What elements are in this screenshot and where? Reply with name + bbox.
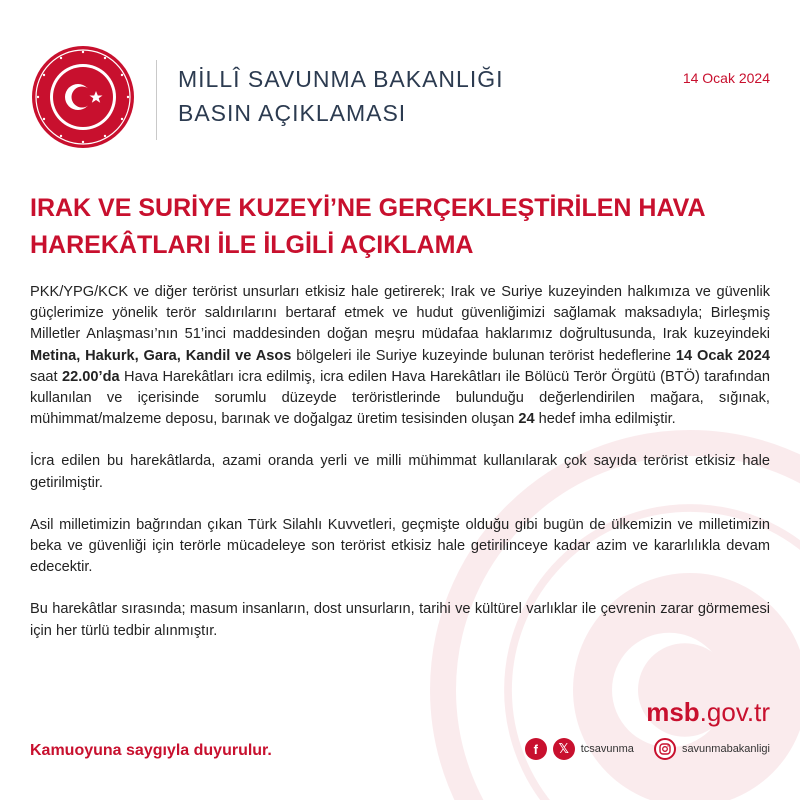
p1-bold-regions: Metina, Hakurk, Gara, Kandil ve Asos (30, 347, 292, 364)
p1-text-5: hedef imha edilmiştir. (534, 411, 676, 428)
instagram-handle[interactable]: savunmabakanligi (681, 743, 770, 755)
x-twitter-icon[interactable]: 𝕏 (553, 738, 575, 760)
ministry-name: MİLLÎ SAVUNMA BAKANLIĞI (178, 66, 504, 92)
p1-bold-count: 24 (518, 411, 535, 428)
p1-text-1: PKK/YPG/KCK ve diğer terörist unsurları etkisiz hale getirerek; Irak ve Suriye kuzeyinden halkımıza ve güvenlik güçlerimize yönelik terör saldırılarını bertaraf etmek ve hudut güvenliğimizi sağlamak maksadıyla; Birleşmiş Milletler Anlaşması’nın 51’inci maddesinden doğan meşru müdafaa haklarımız doğrultusunda, Irak kuzeyindeki (30, 284, 770, 343)
twitter-handle[interactable]: tcsavunma (580, 743, 634, 755)
paragraph-2: İcra edilen bu harekâtlarda, azami oranda yerli ve milli mühimmat kullanılarak çok sayıda terörist etkisiz hale getirilmiştir. (30, 453, 770, 491)
headline (30, 190, 780, 264)
p1-text-2: bölgeleri ile Suriye kuzeyinde bulunan terörist hedeflerine (291, 347, 676, 364)
statement-body (30, 282, 770, 663)
paragraph-1 (30, 282, 770, 430)
p1-bold-time: 22.00’da (62, 368, 120, 385)
header-divider (156, 60, 157, 140)
paragraph-3: Asil milletimizin bağrından çıkan Türk Silahlı Kuvvetleri, geçmişte olduğu gibi bugün de ülkemizin ve milletimizin beka ve güvenliği için terörle mücadeleye son terörist etkisiz hale getirilinceye kadar azim ve kararlılıkla devam edecektir. (30, 516, 770, 576)
website-url-rest: .gov.tr (699, 697, 770, 727)
p1-text-3: saat (30, 368, 62, 385)
header (30, 40, 770, 150)
headline-line-1: IRAK VE SURİYE KUZEYİ’NE GERÇEKLEŞTİRİLEN HAVA (30, 194, 706, 222)
social-links (525, 738, 770, 760)
headline-line-2: HAREKÂTLARI İLE İLGİLİ AÇIKLAMA (30, 231, 474, 259)
closing-line: Kamuoyuna saygıyla duyurulur. (30, 742, 272, 759)
p1-bold-date: 14 Ocak 2024 (675, 347, 771, 364)
instagram-icon[interactable] (654, 738, 676, 760)
website-url[interactable] (646, 697, 770, 728)
ministry-seal-logo (30, 44, 136, 150)
publish-date: 14 Ocak 2024 (682, 70, 770, 86)
p1-text-4: Hava Harekâtları icra edilmiş, icra edilen Hava Harekâtları ile Bölücü Terör Örgütü (BTÖ) tarafından kullanılan ve içerisinde sorumlu düzeyde teröristlerinde bulunduğu değerlendirilen mağara, sığınak, mühimmat/malzeme deposu, barınak ve doğalgaz üretim tesisinden oluşan (30, 368, 770, 428)
paragraph-4: Bu harekâtlar sırasında; masum insanların, dost unsurların, tarihi ve kültürel varlıklar ile çevrenin zarar görmemesi için her türlü tedbir alınmıştır. (30, 601, 770, 639)
facebook-icon[interactable]: f (525, 738, 547, 760)
website-url-bold: msb (646, 697, 700, 727)
document-type: BASIN AÇIKLAMASI (178, 100, 407, 126)
